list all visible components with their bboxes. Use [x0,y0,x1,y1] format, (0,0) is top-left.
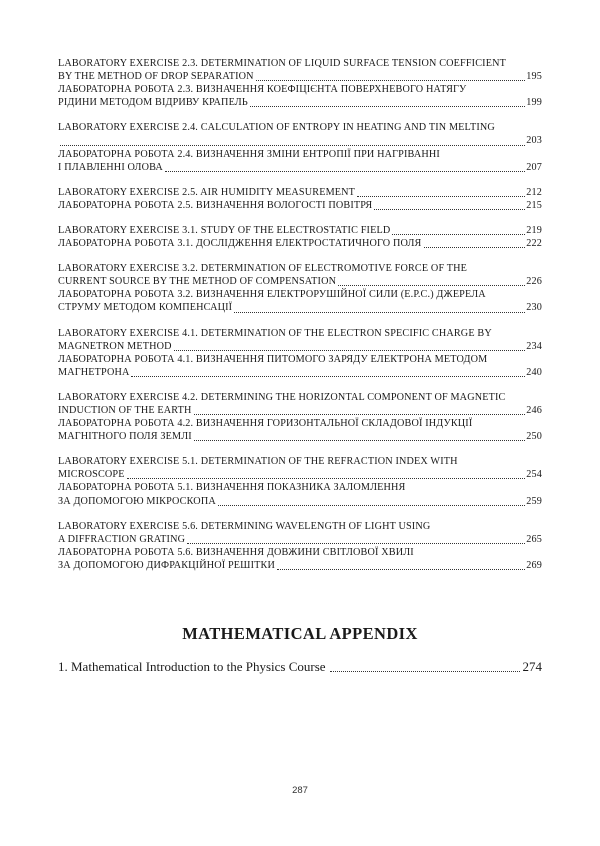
dot-leader [357,190,525,197]
toc-entry-line[interactable] [58,559,542,572]
toc-entry-line[interactable] [58,301,542,314]
toc-entry-line [58,353,542,366]
toc-page-number: 234 [526,340,542,352]
toc-entry-text: ЛАБОРАТОРНА РОБОТА 4.1. ВИЗНАЧЕННЯ ПИТОМОГО ЗАРЯДУ ЕЛЕКТРОНА МЕТОДОМ [58,353,488,365]
toc-entry-line[interactable] [58,224,542,237]
toc-entry-text: ЛАБОРАТОРНА РОБОТА 3.2. ВИЗНАЧЕННЯ ЕЛЕКТРОРУШІЙНОЇ СИЛИ (Е.Р.С.) ДЖЕРЕЛА [58,289,486,301]
toc-entry-line[interactable] [58,340,542,353]
dot-leader [131,370,525,377]
toc-entry-line[interactable] [58,161,542,174]
dot-leader [424,241,526,248]
toc-entry-text: ЛАБОРАТОРНА РОБОТА 5.1. ВИЗНАЧЕННЯ ПОКАЗНИКА ЗАЛОМЛЕННЯ [58,482,406,494]
toc-entry-text: LABORATORY EXERCISE 2.3. DETERMINATION OF LIQUID SURFACE TENSION COEFFICIENT [58,58,506,69]
toc-page-number: 269 [526,559,542,571]
toc-group [58,455,542,507]
toc-entry-line [58,57,542,70]
page-number: 287 [292,785,308,796]
dot-leader [392,228,525,235]
toc-entry-text: РІДИНИ МЕТОДОМ ВІДРИВУ КРАПЕЛЬ [58,97,248,109]
toc-page-number: 215 [526,199,542,211]
toc-entry-text: LABORATORY EXERCISE 2.5. AIR HUMIDITY MEASUREMENT [58,186,356,198]
toc-entry-line[interactable] [58,96,542,109]
toc-page-number: 203 [526,135,542,147]
toc-page-number: 246 [526,404,542,416]
appendix-toc-entry[interactable] [58,659,542,675]
toc-entry-text: ЛАБОРАТОРНА РОБОТА 2.5. ВИЗНАЧЕННЯ ВОЛОГОСТІ ПОВІТРЯ [58,199,373,211]
toc-entry-line[interactable] [58,468,542,481]
toc-page-number: 212 [526,186,542,198]
toc-page-number: 195 [526,71,542,83]
toc-group [58,327,542,379]
toc-entry-text: LABORATORY EXERCISE 3.1. STUDY OF THE ELECTROSTATIC FIELD [58,224,391,236]
toc-page-number: 207 [526,161,542,173]
toc-page-number: 240 [526,366,542,378]
toc-entry-line [58,520,542,533]
dot-leader [194,408,526,415]
toc-entry-text: ЗА ДОПОМОГОЮ ДИФРАКЦІЙНОЇ РЕШІТКИ [58,559,275,571]
toc-entry-text: ЗА ДОПОМОГОЮ МІКРОСКОПА [58,495,216,507]
dot-leader [218,499,525,506]
toc-entry-line [58,148,542,161]
toc-entry-line [58,481,542,494]
toc-page-number: 222 [526,238,542,250]
toc-entry-text: MAGNETRON METHOD [58,340,172,352]
toc-entry-line[interactable] [58,199,542,212]
toc-entry-text: LABORATORY EXERCISE 5.1. DETERMINATION OF THE REFRACTION INDEX WITH [58,456,458,468]
toc-entry-line[interactable] [58,533,542,546]
toc-entry-text: МАГНЕТРОНА [58,366,130,378]
toc-entry-text: LABORATORY EXERCISE 3.2. DETERMINATION OF ELECTROMOTIVE FORCE OF THE [58,263,468,275]
toc-group [58,520,542,572]
toc-page-number: 250 [526,431,542,443]
toc-entry-line [58,327,542,340]
toc-group [58,224,542,250]
toc-entry-line[interactable] [58,404,542,417]
toc-entry-text: І ПЛАВЛЕННІ ОЛОВА [58,161,163,173]
toc-page-number: 226 [526,276,542,288]
toc-entry-text: ЛАБОРАТОРНА РОБОТА 2.4. ВИЗНАЧЕННЯ ЗМІНИ ЕНТРОПІЇ ПРИ НАГРІВАННІ [58,148,440,160]
toc-entry-line [58,391,542,404]
appendix-entry-page: 274 [522,659,542,674]
toc-entry-text: BY THE METHOD OF DROP SEPARATION [58,71,254,83]
toc-entry-line[interactable] [58,366,542,379]
toc-entry-line[interactable] [58,70,542,83]
dot-leader [60,139,525,146]
toc-group [58,57,542,109]
toc-entry-line [58,121,542,134]
toc-group [58,186,542,212]
toc-entry-line[interactable] [58,134,542,147]
toc-entry-line[interactable] [58,275,542,288]
toc-entry-text: LABORATORY EXERCISE 2.4. CALCULATION OF ENTROPY IN HEATING AND TIN MELTING [58,122,495,134]
toc-page-number: 254 [526,469,542,481]
toc-entry-line [58,288,542,301]
toc-entry-line [58,546,542,559]
dot-leader [187,537,525,544]
toc-entry-text: ЛАБОРАТОРНА РОБОТА 3.1. ДОСЛІДЖЕННЯ ЕЛЕКТРОСТАТИЧНОГО ПОЛЯ [58,238,422,250]
toc-entry-text: LABORATORY EXERCISE 5.6. DETERMINING WAVELENGTH OF LIGHT USING [58,520,431,532]
toc-entry-text: ЛАБОРАТОРНА РОБОТА 2.3. ВИЗНАЧЕННЯ КОЕФІЦІЄНТА ПОВЕРХНЕВОГО НАТЯГУ [58,84,467,96]
toc-entry-line[interactable] [58,430,542,443]
toc-group [58,262,542,314]
toc-entry-line [58,417,542,430]
toc-entry-text: ЛАБОРАТОРНА РОБОТА 5.6. ВИЗНАЧЕННЯ ДОВЖИНИ СВІТЛОВОЇ ХВИЛІ [58,546,414,558]
toc-entry-text: LABORATORY EXERCISE 4.2. DETERMINING THE HORIZONTAL COMPONENT OF MAGNETIC [58,391,506,403]
dot-leader [165,165,525,172]
dot-leader [374,203,525,210]
dot-leader [234,306,525,313]
dot-leader [256,74,526,81]
toc-entry-text: A DIFFRACTION GRATING [58,533,186,545]
dot-leader [330,665,520,672]
dot-leader [277,563,525,570]
toc-group [58,391,542,443]
toc-entry-text: MICROSCOPE [58,469,125,481]
dot-leader [338,279,525,286]
appendix-heading: MATHEMATICAL APPENDIX [182,624,418,643]
toc-entry-line[interactable] [58,237,542,250]
toc-entry-line[interactable] [58,186,542,199]
toc-entry-line [58,455,542,468]
toc-entry-text: ЛАБОРАТОРНА РОБОТА 4.2. ВИЗНАЧЕННЯ ГОРИЗОНТАЛЬНОЇ СКЛАДОВОЇ ІНДУКЦІЇ [58,418,473,430]
toc-entry-text: СТРУМУ МЕТОДОМ КОМПЕНСАЦІЇ [58,302,233,314]
toc-entry-line [58,83,542,96]
toc-entry-line [58,262,542,275]
toc-page-number: 199 [526,97,542,109]
table-of-contents [58,57,542,584]
toc-entry-line[interactable] [58,495,542,508]
dot-leader [194,434,525,441]
toc-group [58,121,542,173]
dot-leader [174,344,526,351]
dot-leader [127,472,526,479]
toc-entry-text: LABORATORY EXERCISE 4.1. DETERMINATION OF THE ELECTRON SPECIFIC CHARGE BY [58,327,492,339]
toc-entry-text: МАГНІТНОГО ПОЛЯ ЗЕМЛІ [58,431,192,443]
toc-page-number: 230 [526,302,542,314]
toc-entry-text: INDUCTION OF THE EARTH [58,404,192,416]
dot-leader [250,100,525,107]
toc-page-number: 259 [526,495,542,507]
appendix-entry-title: 1. Mathematical Introduction to the Physics Course [58,659,326,674]
toc-page-number: 219 [526,224,542,236]
toc-page-number: 265 [526,533,542,545]
toc-entry-text: CURRENT SOURCE BY THE METHOD OF COMPENSATION [58,276,337,288]
